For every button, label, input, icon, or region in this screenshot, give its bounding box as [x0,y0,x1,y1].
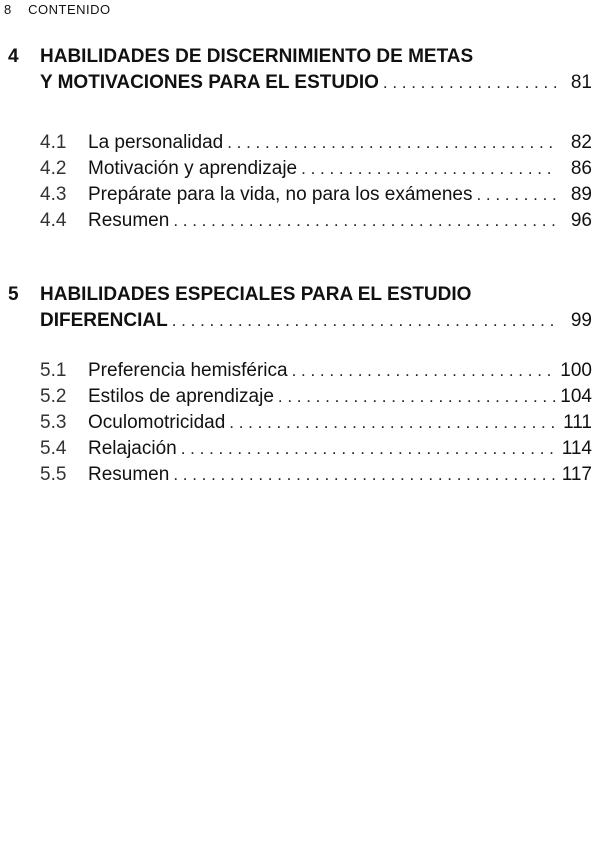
toc-entry[interactable] [0,184,600,210]
section-number: 5.5 [40,464,67,485]
section-title: Oculomotricidad [88,412,226,433]
section-page: 114 [561,438,592,459]
dot-leader [383,73,556,93]
section-title: Estilos de aprendizaje [88,386,274,407]
toc-entry[interactable] [0,464,600,490]
section-number: 5.2 [40,386,67,407]
section-page: 86 [570,158,592,179]
section-number: 4.4 [40,210,67,231]
toc-entry[interactable] [0,360,600,386]
dot-leader [172,311,556,331]
section-title: Resumen [88,210,170,231]
chapter-title-line-1 [0,284,600,310]
chapter-title-line-1 [0,46,600,72]
chapter-page: 99 [570,310,592,331]
section-page: 100 [560,360,592,381]
section-page: 96 [570,210,592,231]
chapter-title-line-2 [0,310,600,336]
chapter-title-continued: DIFERENCIAL [40,310,168,331]
section-title: Resumen [88,464,170,485]
chapter-5 [0,284,600,490]
chapter-title-continued: Y MOTIVACIONES PARA EL ESTUDIO [40,72,379,93]
chapter-title-line-2 [0,72,600,98]
section-title: Prepárate para la vida, no para los exámenes [88,184,473,205]
running-head-title: CONTENIDO [28,2,111,17]
toc-entry[interactable] [0,132,600,158]
section-page: 82 [570,132,592,153]
page-number: 8 [4,2,12,17]
running-head [4,2,111,17]
section-title: Preferencia hemisférica [88,360,288,381]
dot-leader [173,211,556,231]
dot-leader [278,387,556,407]
chapter-4 [0,46,600,236]
dot-leader [227,133,556,153]
section-page: 111 [563,412,592,433]
dot-leader [229,413,556,433]
chapter-number: 5 [8,284,19,305]
dot-leader [292,361,556,381]
section-title: La personalidad [88,132,224,153]
section-title: Motivación y aprendizaje [88,158,298,179]
dot-leader [181,439,556,459]
section-page: 89 [570,184,592,205]
toc-entry[interactable] [0,438,600,464]
section-title: Relajación [88,438,177,459]
chapter-title: HABILIDADES DE DISCERNIMIENTO DE METAS [40,46,474,67]
section-page: 117 [561,464,592,485]
section-number: 4.2 [40,158,67,179]
section-number: 5.3 [40,412,67,433]
toc-entry[interactable] [0,412,600,438]
section-number: 5.1 [40,360,67,381]
toc-entry[interactable] [0,210,600,236]
section-number: 4.3 [40,184,67,205]
chapter-page: 81 [570,72,592,93]
dot-leader [173,465,556,485]
dot-leader [476,185,556,205]
chapter-title: HABILIDADES ESPECIALES PARA EL ESTUDIO [40,284,472,305]
toc-entry[interactable] [0,158,600,184]
section-number: 5.4 [40,438,67,459]
toc-entry[interactable] [0,386,600,412]
dot-leader [301,159,556,179]
chapter-number: 4 [8,46,19,67]
section-page: 104 [560,386,592,407]
section-number: 4.1 [40,132,67,153]
